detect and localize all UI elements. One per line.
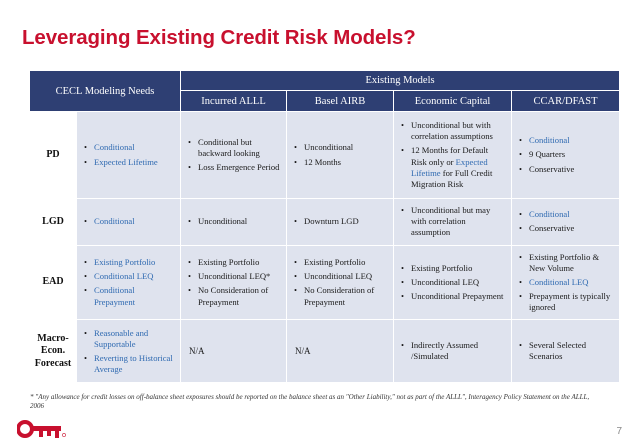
list-item: • Reverting to Historical Average — [82, 353, 174, 375]
list-item: • Unconditional but may with correlation assumption — [399, 205, 505, 239]
models-comparison-table — [29, 70, 620, 383]
macro-cecl-cell — [77, 320, 181, 383]
list-item: • No Consideration of Prepayment — [292, 285, 387, 307]
list-item: • Prepayment is typically ignored — [517, 291, 613, 313]
list-item: • Several Selected Scenarios — [517, 340, 613, 362]
list-item: • Conditional but backward looking — [186, 137, 280, 159]
list-item: • Conditional LEQ — [517, 277, 613, 288]
lgd-basel-cell — [287, 199, 394, 246]
pd-ccar-cell — [512, 112, 620, 199]
list-item: • Conditional — [82, 142, 174, 153]
ead-cecl-cell — [77, 245, 181, 320]
lgd-ccar-cell — [512, 199, 620, 246]
lgd-incurred-cell — [181, 199, 287, 246]
list-item: • Conservative — [517, 164, 613, 175]
list-item: • Existing Portfolio — [82, 257, 174, 268]
page-number: 7 — [616, 426, 622, 437]
list-item: • 9 Quarters — [517, 149, 613, 160]
ead-basel-cell — [287, 245, 394, 320]
pd-econ-cell — [394, 112, 512, 199]
key-logo-icon — [17, 418, 77, 440]
column-header-basel-airb: Basel AIRB — [287, 91, 394, 112]
list-item: • Conditional Prepayment — [82, 285, 174, 307]
ead-ccar-cell — [512, 245, 620, 320]
list-item: • Existing Portfolio — [399, 263, 505, 274]
column-header-ccar-dfast: CCAR/DFAST — [512, 91, 620, 112]
existing-models-header: Existing Models — [181, 71, 620, 91]
list-item: • 12 Months — [292, 157, 387, 168]
list-item: • Existing Portfolio — [186, 257, 280, 268]
list-item: • Conditional LEQ — [82, 271, 174, 282]
list-item: • Loss Emergence Period — [186, 162, 280, 173]
table-row-ead — [30, 245, 620, 320]
pd-basel-cell — [287, 112, 394, 199]
macro-basel-cell: N/A — [287, 320, 394, 383]
list-item: • Downturn LGD — [292, 216, 387, 227]
pd-cecl-cell — [77, 112, 181, 199]
row-label-ead: EAD — [30, 245, 77, 320]
table-row-lgd — [30, 199, 620, 246]
ead-incurred-cell — [181, 245, 287, 320]
macro-ccar-cell — [512, 320, 620, 383]
macro-econ-cell — [394, 320, 512, 383]
list-item: • Conditional — [517, 209, 613, 220]
cecl-needs-header: CECL Modeling Needs — [30, 71, 181, 112]
list-item: • 12 Months for Default Risk only or Expected Lifetime for Full Credit Migration Risk — [399, 145, 505, 190]
highlight-text: Expected Lifetime — [411, 156, 488, 178]
list-item: • No Consideration of Prepayment — [186, 285, 280, 307]
lgd-econ-cell — [394, 199, 512, 246]
row-label-pd: PD — [30, 112, 77, 199]
list-item: • Unconditional but with correlation assumptions — [399, 120, 505, 142]
pd-incurred-cell — [181, 112, 287, 199]
column-header-incurred-alll: Incurred ALLL — [181, 91, 287, 112]
list-item: • Unconditional LEQ — [399, 277, 505, 288]
list-item: • Indirectly Assumed /Simulated — [399, 340, 505, 362]
list-item: • Reasonable and Supportable — [82, 328, 174, 350]
list-item: • Unconditional — [186, 216, 280, 227]
macro-incurred-cell: N/A — [181, 320, 287, 383]
list-item: • Conditional — [82, 216, 174, 227]
lgd-cecl-cell — [77, 199, 181, 246]
row-label-macro-forecast: Macro- Econ. Forecast — [30, 320, 77, 383]
list-item: • Unconditional — [292, 142, 387, 153]
list-item: • Unconditional Prepayment — [399, 291, 505, 302]
list-item: • Conditional — [517, 135, 613, 146]
footnote: * "Any allowance for credit losses on off-balance sheet exposures should be reported on the balance sheet as an "Other Liability," not as part of the ALLL", Interagency Policy Statement on the ALLL, 2006 — [30, 393, 590, 411]
list-item: • Conservative — [517, 223, 613, 234]
column-header-economic-capital: Economic Capital — [394, 91, 512, 112]
ead-econ-cell — [394, 245, 512, 320]
list-item: • Unconditional LEQ — [292, 271, 387, 282]
list-item: • Existing Portfolio & New Volume — [517, 252, 613, 274]
list-item: • Existing Portfolio — [292, 257, 387, 268]
row-label-lgd: LGD — [30, 199, 77, 246]
table-row-macro-forecast — [30, 320, 620, 383]
list-item: • Unconditional LEQ* — [186, 271, 280, 282]
list-item: • Expected Lifetime — [82, 157, 174, 168]
page-title: Leveraging Existing Credit Risk Models? — [22, 26, 416, 49]
table-row-pd — [30, 112, 620, 199]
